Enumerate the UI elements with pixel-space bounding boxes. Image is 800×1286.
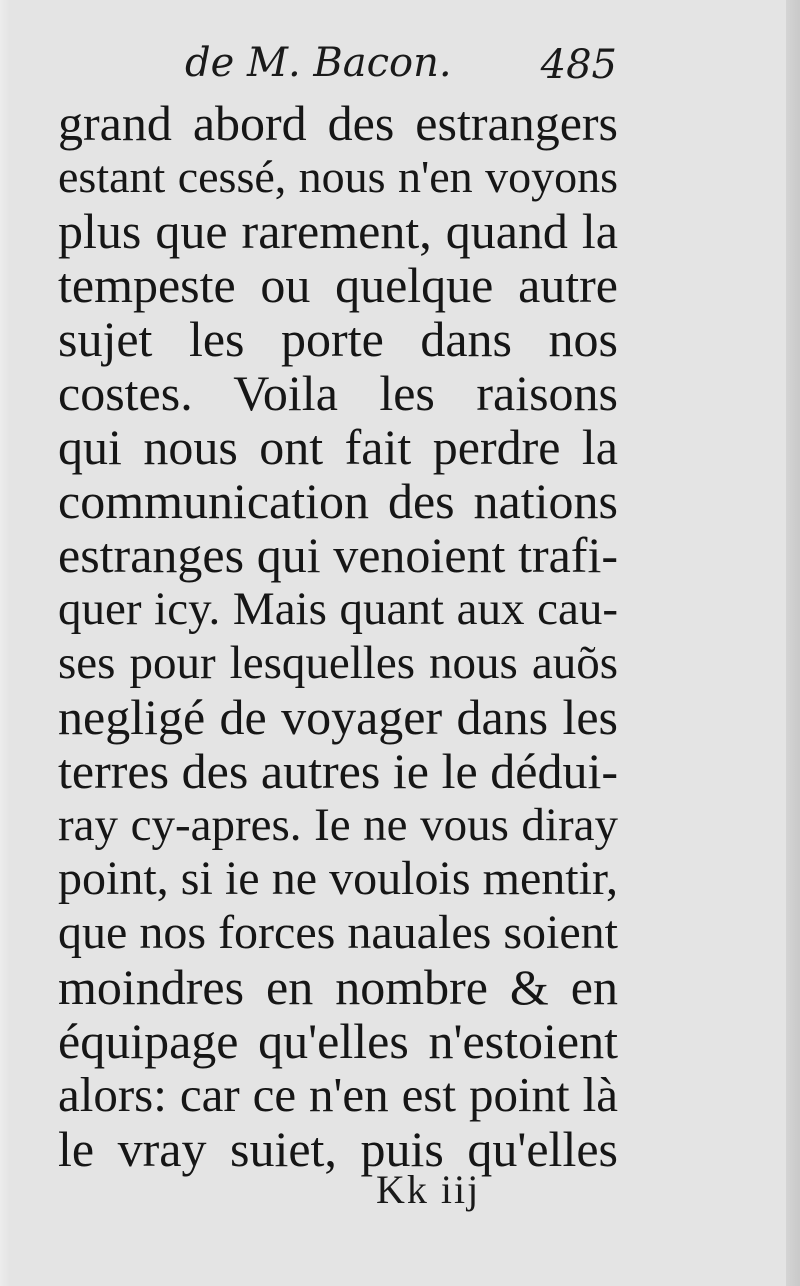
text-line: communication des nations	[58, 473, 618, 529]
text-line: alors: car ce n'en est point là	[58, 1067, 618, 1122]
signature-mark: Kk iij	[376, 1167, 481, 1212]
running-title: de M. Bacon.	[185, 40, 452, 86]
text-line: grand abord des estrangers	[58, 95, 618, 151]
text-line: le vray suiet, puis qu'elles	[58, 1121, 618, 1177]
text-line: sujet les porte dans nos	[58, 311, 618, 367]
text-line: moindres en nombre & en	[58, 959, 618, 1015]
page-edge-shadow	[786, 0, 800, 1286]
text-line: quer icy. Mais quant aux cau-	[58, 583, 618, 635]
text-line: ses pour lesquelles nous auõs	[58, 637, 618, 689]
text-line: équipage qu'elles n'estoient	[58, 1013, 618, 1069]
text-line: qui nous ont fait perdre la	[58, 419, 618, 475]
text-line: tempeste ou quelque autre	[58, 257, 618, 313]
running-head	[185, 40, 625, 100]
text-line: plus que rarement, quand la	[58, 203, 618, 259]
text-line: costes. Voila les raisons	[58, 365, 618, 421]
page-gutter-shadow	[0, 0, 10, 1286]
text-line: terres des autres ie le dédui-	[58, 743, 618, 799]
text-line: estranges qui venoient trafi-	[58, 527, 618, 583]
page-number: 485	[540, 42, 617, 88]
text-line: negligé de voyager dans les	[58, 689, 618, 745]
text-line: point, si ie ne voulois mentir,	[58, 852, 618, 905]
text-line: ray cy-apres. Ie ne vous diray	[58, 799, 618, 851]
body-text	[58, 96, 618, 1176]
text-line: estant cessé, nous n'en voyons	[58, 151, 618, 202]
text-line: que nos forces nauales soient	[58, 906, 618, 959]
